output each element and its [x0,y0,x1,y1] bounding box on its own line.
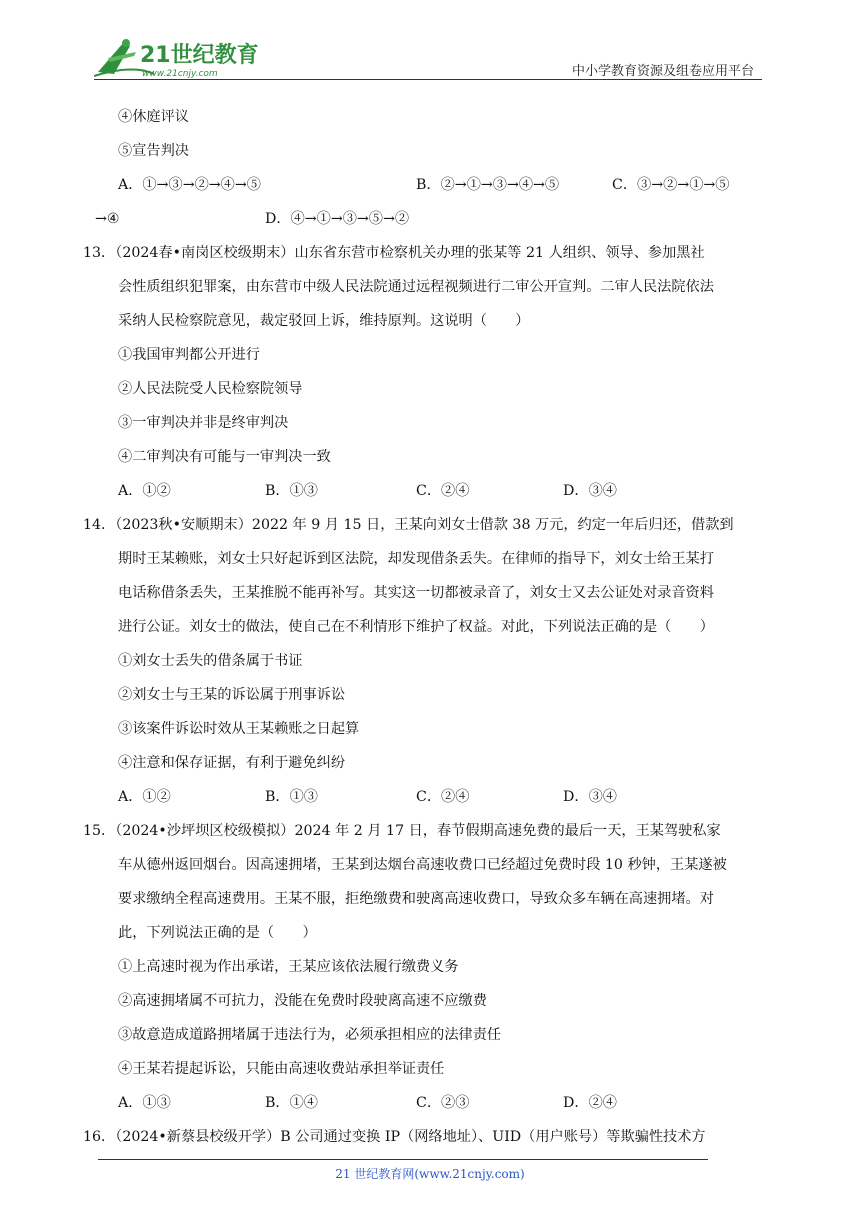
q14-options-row [95,780,767,814]
footer-rule [98,1159,708,1160]
q12-options-row-2 [95,202,767,236]
q14-item: ①刘女士丢失的借条属于书证 [118,653,303,669]
header-rule [94,79,762,80]
q14-stem-1: 14．（2023秋•安顺期末）2022 年 9 月 15 日，王某向刘女士借款 38 万元，约定一年后归还，借款到 [83,517,734,533]
q13-option-b: B．①③ [265,483,318,499]
q14-option-c: C．②④ [416,789,470,805]
page-content [83,100,767,1154]
q14-stem-2: 期时王某赖账，刘女士只好起诉到区法院，却发现借条丢失。在律师的指导下，刘女士给王某打 [118,551,714,567]
q15-item: ②高速拥堵属不可抗力，没能在免费时段驶离高速不应缴费 [118,993,487,1009]
q13-option-c: C．②④ [416,483,470,499]
q15-option-d: D．②④ [563,1095,617,1111]
q13-item: ①我国审判都公开进行 [118,347,260,363]
q16-stem-1: 16．（2024•新蔡县校级开学）B 公司通过变换 IP（网络地址）、UID（用户账号）等欺骗性技术方 [83,1129,706,1145]
q13-stem-2: 会性质组织犯罪案，由东营市中级人民法院通过远程视频进行二审公开宣判。二审人民法院依法 [118,279,714,295]
q15-stem-2: 车从德州返回烟台。因高速拥堵，王某到达烟台高速收费口已经超过免费时段 10 秒钟，王某遂被 [118,857,727,873]
q14-option-d: D．③④ [563,789,617,805]
q13-item: ③一审判决并非是终审判决 [118,415,289,431]
q12-option-c: C．③→②→①→⑤ [612,177,730,193]
q13-options-row [95,474,767,508]
q14-stem-3: 电话称借条丢失，王某推脱不能再补写。其实这一切都被录音了，刘女士又去公证处对录音资料 [118,585,714,601]
q12-option-b: B．②→①→③→④→⑤ [416,177,560,193]
q15-options-row [95,1086,767,1120]
q12-item-4: ④休庭评议 [118,109,189,125]
q12-option-a: A．①→③→②→④→⑤ [118,177,261,193]
q14-item: ②刘女士与王某的诉讼属于刑事诉讼 [118,687,346,703]
q15-option-b: B．①④ [265,1095,318,1111]
q15-item: ④王某若提起诉讼，只能由高速收费站承担举证责任 [118,1061,445,1077]
q14-item: ③该案件诉讼时效从王某赖账之日起算 [118,721,360,737]
q15-option-a: A．①③ [118,1095,171,1111]
q12-options-row [95,168,767,202]
q13-option-a: A．①② [118,483,171,499]
q14-option-b: B．①③ [265,789,318,805]
q15-item: ①上高速时视为作出承诺，王某应该依法履行缴费义务 [118,959,459,975]
footer-link[interactable]: 21 世纪教育网(www.21cnjy.com) [335,1167,525,1181]
q14-option-a: A．①② [118,789,171,805]
q15-item: ③故意造成道路拥堵属于违法行为，必须承担相应的法律责任 [118,1027,502,1043]
q14-stem-4: 进行公证。刘女士的做法，使自己在不利情形下维护了权益。对此，下列说法正确的是（ ） [118,619,714,635]
logo-text: 21世纪教育 [140,43,259,68]
q13-option-d: D．③④ [563,483,617,499]
q12-item-5: ⑤宣告判决 [118,143,189,159]
q13-stem-3: 采纳人民检察院意见，裁定驳回上诉，维持原判。这说明（ ） [118,313,530,329]
q15-stem-1: 15．（2024•沙坪坝区校级模拟）2024 年 2 月 17 日，春节假期高速免费的最后一天，王某驾驶私家 [83,823,721,839]
q14-item: ④注意和保存证据，有利于避免纠纷 [118,755,346,771]
q12-option-c-cont: →④ [95,211,120,227]
page-header [94,30,762,82]
platform-name: 中小学教育资源及组卷应用平台 [571,64,754,79]
logo-url: www.21cnjy.com [142,69,218,79]
logo [94,34,264,80]
q15-option-c: C．②③ [416,1095,470,1111]
q15-stem-4: 此，下列说法正确的是（ ） [118,925,317,941]
q13-stem-1: 13．（2024春•南岗区校级期末）山东省东营市检察机关办理的张某等 21 人组织、领导、参加黑社 [83,245,705,261]
q13-item: ④二审判决有可能与一审判决一致 [118,449,331,465]
q13-item: ②人民法院受人民检察院领导 [118,381,303,397]
q15-stem-3: 要求缴纳全程高速费用。王某不服，拒绝缴费和驶离高速收费口，导致众多车辆在高速拥堵。对 [118,891,714,907]
q12-option-d: D．④→①→③→⑤→② [265,211,410,227]
